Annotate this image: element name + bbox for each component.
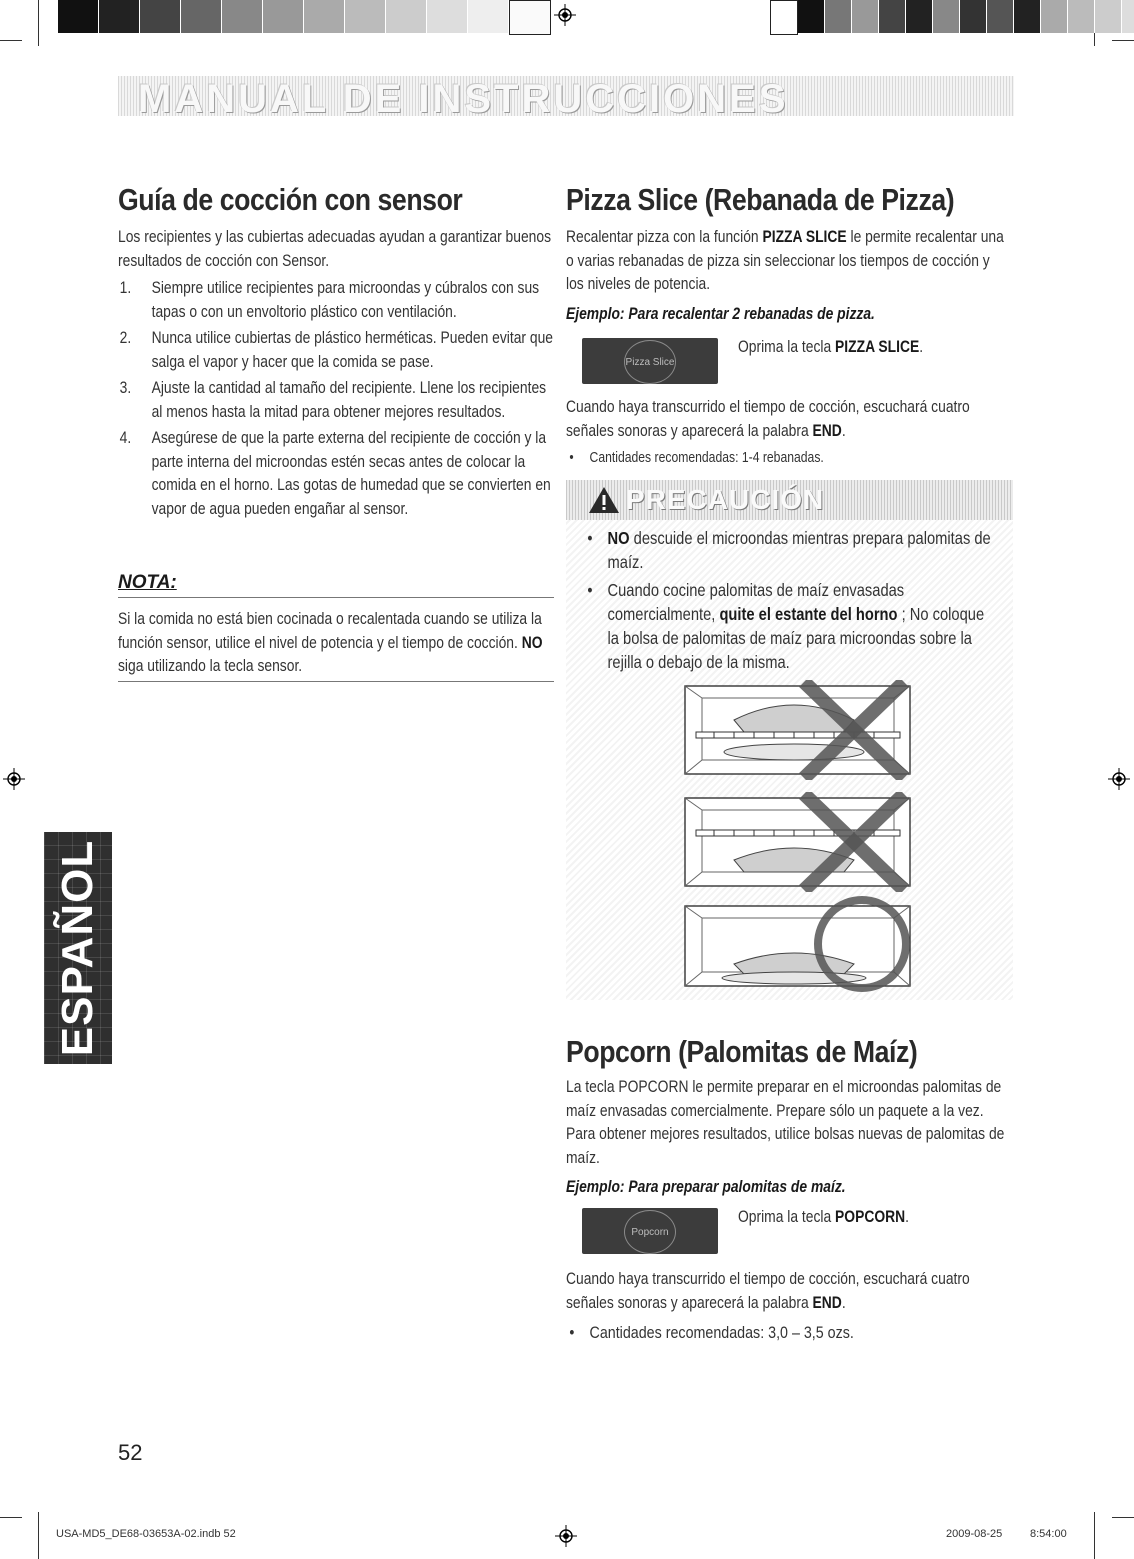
registration-mark-icon — [554, 4, 576, 26]
list-item — [584, 578, 996, 674]
crop-mark — [38, 1512, 39, 1559]
popcorn-press-key: POPCORN — [835, 1208, 906, 1226]
pizza-title: Pizza Slice (Rebanada de Pizza) — [566, 182, 955, 217]
pizza-after-end: . — [841, 421, 846, 440]
caution-item-text: Cuando cocine palomitas de maíz envasadas comercialmente, — [607, 580, 905, 624]
nota-text-end: siga utilizando la tecla sensor. — [118, 657, 303, 675]
step-text: Asegúrese de que la parte externa del recipiente de cocción y la parte interna del microondas estén secas antes de colocar la comida en el horno. Las gotas de humedad que se convierten en vapor de agua pueden engañar al sensor. — [151, 429, 551, 518]
registration-mark-icon — [3, 768, 25, 790]
popcorn-section — [566, 1034, 1016, 1070]
list-item — [118, 427, 555, 521]
footer-file: USA-MD5_DE68-03653A-02.indb 52 — [56, 1528, 236, 1540]
step-number: 3. — [119, 379, 132, 397]
crop-mark — [38, 0, 39, 46]
crop-mark — [0, 1517, 22, 1518]
sensor-body — [118, 226, 555, 524]
popcorn-example: Ejemplo: Para preparar palomitas de maíz. — [566, 1178, 846, 1196]
pizza-press-text: Oprima la tecla — [738, 338, 836, 356]
popcorn-after — [566, 1268, 1011, 1345]
pizza-intro-text: Recalentar pizza con la función — [566, 228, 763, 246]
registration-mark-icon — [555, 1525, 577, 1547]
color-bar-right — [770, 0, 1134, 33]
pizza-press — [738, 336, 1007, 360]
popcorn-button-label: Popcorn — [624, 1210, 676, 1254]
divider — [118, 681, 554, 682]
footer-time: 8:54:00 — [1030, 1528, 1067, 1540]
oven-rack-wrong-illustration — [684, 680, 914, 780]
nota-title: NOTA: — [118, 572, 177, 593]
nota-text: Si la comida no está bien cocinada o recalentada cuando se utiliza la función sensor, utilice el nivel de potencia y el tiempo de cocción. — [118, 610, 542, 652]
sensor-section — [118, 182, 558, 218]
pizza-intro-text-end: le permite recalentar una o varias rebanadas de pizza sin seleccionar los tiempos de cocción y los niveles de potencia. — [566, 228, 1004, 293]
language-tab — [44, 832, 112, 1064]
oven-under-rack-wrong-illustration — [684, 792, 914, 892]
step-number: 4. — [119, 429, 132, 447]
caution-item-text-end: ; No coloque la bolsa de palomitas de maíz para microondas sobre la rejilla o debajo de la misma. — [607, 604, 985, 672]
list-item — [584, 526, 996, 574]
registration-mark-icon — [1108, 768, 1130, 790]
popcorn-intro-text: La tecla POPCORN le permite preparar en el microondas palomitas de maíz envasadas comercialmente. Prepare sólo un paquete a la vez. Para obtener mejores resultados, utilice bolsas nuevas de palomitas de maíz. — [566, 1078, 1005, 1167]
caution-list — [584, 526, 996, 674]
popcorn-press-text: Oprima la tecla — [738, 1208, 836, 1226]
popcorn-quantities: • Cantidades recomendadas: 3,0 – 3,5 ozs. — [566, 1321, 1011, 1345]
pizza-slice-button-label: Pizza Slice — [624, 340, 676, 384]
list-item — [118, 377, 555, 424]
list-item — [118, 277, 555, 324]
warning-triangle-icon — [588, 486, 620, 514]
caution-item-text: descuide el microondas mientras prepara palomitas de maíz. — [607, 528, 991, 572]
pizza-intro — [566, 226, 1011, 326]
pizza-end-word: END — [812, 421, 842, 440]
crop-mark — [1112, 1517, 1134, 1518]
pizza-after — [566, 396, 1011, 471]
step-text: Ajuste la cantidad al tamaño del recipiente. Llene los recipientes al menos hasta la mitad para obtener mejores resultados. — [151, 379, 547, 421]
nota-body — [118, 608, 555, 679]
nota-emphasis: NO — [521, 633, 543, 652]
caution-no: NO — [607, 528, 630, 548]
step-text: Nunca utilice cubiertas de plástico herméticas. Pueden evitar que salga el vapor y hacer que la comida se pase. — [151, 329, 554, 371]
popcorn-after-text: Cuando haya transcurrido el tiempo de cocción, escuchará cuatro señales sonoras y aparecerá la palabra — [566, 1270, 970, 1312]
footer-date: 2009-08-25 — [946, 1528, 1003, 1540]
pizza-after-text: Cuando haya transcurrido el tiempo de cocción, escuchará cuatro señales sonoras y aparecerá la palabra — [566, 398, 970, 440]
popcorn-end-word: END — [812, 1293, 842, 1312]
caution-emphasis: quite el estante del horno — [719, 604, 898, 624]
crop-mark — [1094, 1512, 1095, 1559]
divider — [118, 597, 554, 598]
pizza-slice-button[interactable] — [582, 338, 718, 384]
oven-no-rack-correct-illustration — [684, 892, 914, 992]
popcorn-button[interactable] — [582, 1208, 718, 1254]
list-item — [118, 327, 555, 374]
caution-header — [566, 480, 1013, 520]
caution-box — [566, 480, 1013, 1000]
sensor-steps — [118, 277, 555, 521]
popcorn-press — [738, 1206, 1007, 1230]
language-tab-label: ESPAÑOL — [53, 839, 102, 1057]
pizza-quantities: • Cantidades recomendadas: 1-4 rebanadas. — [566, 447, 1011, 471]
step-text: Siempre utilice recipientes para microondas y cúbralos con sus tapas o con un envoltorio plástico con ventilación. — [151, 279, 540, 321]
pizza-example: Ejemplo: Para recalentar 2 rebanadas de pizza. — [566, 304, 875, 323]
step-number: 1. — [119, 279, 132, 297]
pizza-section — [566, 182, 1016, 218]
step-number: 2. — [119, 329, 132, 347]
sensor-title: Guía de cocción con sensor — [118, 182, 463, 217]
nota-heading — [118, 572, 177, 594]
crop-mark — [0, 40, 22, 41]
pizza-press-key: PIZZA SLICE — [835, 338, 920, 356]
manual-title: MANUAL DE INSTRUCCIONES — [138, 77, 789, 121]
popcorn-after-end: . — [841, 1293, 846, 1312]
page-number: 52 — [118, 1440, 143, 1465]
popcorn-title: Popcorn (Palomitas de Maíz) — [566, 1034, 918, 1069]
popcorn-intro — [566, 1076, 1011, 1200]
sensor-intro: Los recipientes y las cubiertas adecuadas ayudan a garantizar buenos resultados de cocción con Sensor. — [118, 228, 552, 270]
caution-title: PRECAUCIÓN — [626, 484, 825, 515]
pizza-press-end: . — [919, 338, 924, 356]
popcorn-press-end: . — [905, 1208, 910, 1226]
pizza-key-name: PIZZA SLICE — [762, 228, 847, 246]
header-band — [118, 76, 1014, 121]
crop-mark — [1112, 40, 1134, 41]
color-bar-left — [58, 0, 551, 33]
